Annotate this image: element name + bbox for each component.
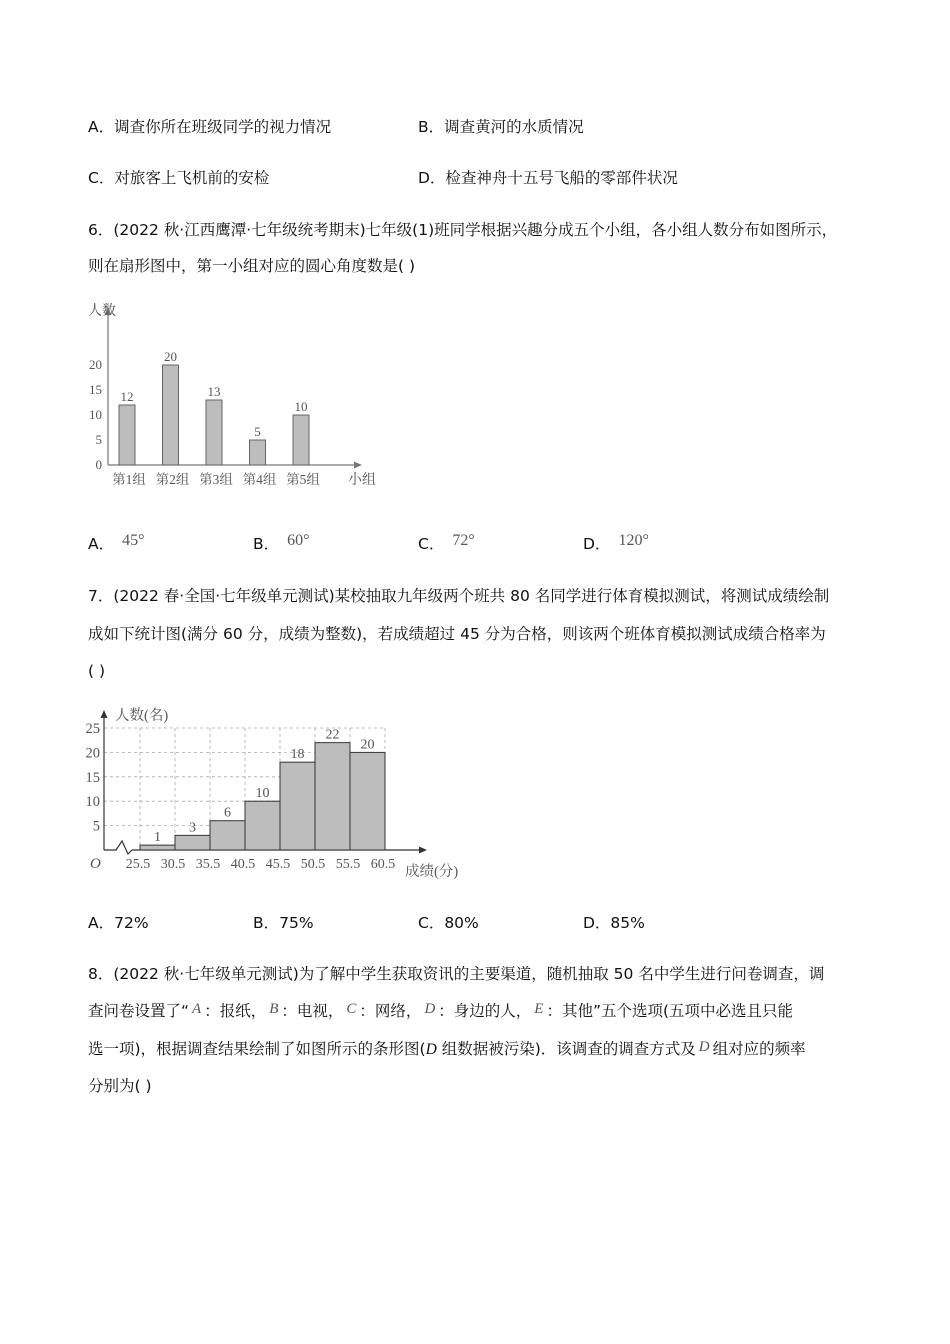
q7-stem-line3: ( ) xyxy=(88,662,106,680)
q7-option-a: A．72% xyxy=(88,914,149,932)
bar xyxy=(119,405,135,465)
x-tick-label: 第3组 xyxy=(199,472,233,487)
x-axis-arrow xyxy=(419,847,427,854)
histogram-bar xyxy=(245,801,280,850)
y-tick-label: 5 xyxy=(95,432,102,447)
q6-option-d xyxy=(583,533,649,556)
q7-option-c: C．80% xyxy=(418,914,479,932)
x-axis-arrow xyxy=(354,462,362,469)
y-axis-label: 人数 xyxy=(88,304,116,319)
x-tick-label: 第2组 xyxy=(155,472,190,487)
y-axis-arrow xyxy=(101,710,108,718)
y-tick-label: 15 xyxy=(85,769,100,786)
q8-line3-d2: D xyxy=(698,1039,710,1055)
q8-line3-prefix: 选一项)，根据调查结果绘制了如图所示的条形图( xyxy=(88,1040,426,1058)
q8-text-e: ：其他”五个选项(五项中必选且只能 xyxy=(546,1002,794,1020)
y-tick-label: 5 xyxy=(92,818,100,835)
x-tick-label: 第5组 xyxy=(286,472,320,487)
y-tick-label: 20 xyxy=(89,357,102,372)
q6-option-b-label: B． xyxy=(253,535,280,553)
score-histogram xyxy=(80,700,480,890)
histogram-bar xyxy=(350,752,385,850)
q8-text-c: ：网络， xyxy=(359,1002,422,1020)
q7-option-b: B．75% xyxy=(253,914,314,932)
y-tick-label: 15 xyxy=(89,382,102,397)
q8-stem-line4: 分别为( ) xyxy=(88,1077,152,1095)
q7-stem-line2: 成如下统计图(满分 60 分，成绩为整数)，若成绩超过 45 分为合格，则该两个班体育模拟测试成绩合格率为 xyxy=(88,625,826,643)
q5-option-d: D．检查神舟十五号飞船的零部件状况 xyxy=(418,169,678,187)
bar xyxy=(293,415,309,465)
bar-value-label: 6 xyxy=(224,805,231,821)
q8-line3-post: 组对应的频率 xyxy=(712,1040,806,1058)
q7-stem-line1: 7．(2022 春·全国·七年级单元测试)某校抽取九年级两个班共 80 名同学进行体育模拟测试，将测试成绩绘制 xyxy=(88,587,830,605)
q6-option-c-label: C． xyxy=(418,535,445,553)
q5-option-b: B．调查黄河的水质情况 xyxy=(418,118,584,136)
bar xyxy=(163,365,179,465)
q6-option-c xyxy=(418,533,475,556)
y-tick-label: 10 xyxy=(89,407,102,422)
bar xyxy=(250,440,266,465)
x-tick-label: 40.5 xyxy=(230,857,256,872)
y-tick-label: 25 xyxy=(85,721,100,737)
histogram-bar xyxy=(140,845,175,850)
q6-stem-line1: 6．(2022 秋·江西鹰潭·七年级统考期末)七年级(1)班同学根据兴趣分成五个小组，各小组人数分布如图所示， xyxy=(88,221,838,239)
bar-value-label: 20 xyxy=(164,349,177,364)
bar-value-label: 18 xyxy=(290,747,305,763)
bar xyxy=(206,400,222,465)
bar-value-label: 20 xyxy=(360,737,375,753)
y-axis-label: 人数(名) xyxy=(115,708,169,724)
q8-letter-c: C xyxy=(346,1001,357,1017)
q8-stem-line3 xyxy=(88,1038,806,1061)
x-tick-label: 35.5 xyxy=(195,857,221,872)
q6-option-a-value: 45° xyxy=(122,532,145,549)
q8-line3-mid: 组数据被污染)．该调查的调查方式及 xyxy=(436,1040,696,1058)
x-tick-label: 第1组 xyxy=(112,472,146,487)
q8-line2-prefix: 查问卷设置了“ xyxy=(88,1002,190,1020)
q8-letter-e: E xyxy=(534,1001,544,1017)
y-tick-label: 20 xyxy=(85,745,100,762)
bar-value-label: 10 xyxy=(255,786,270,802)
q6-option-a-label: A． xyxy=(88,535,115,553)
q7-option-d: D．85% xyxy=(583,914,645,932)
bar-value-label: 22 xyxy=(325,727,340,743)
x-tick-label: 45.5 xyxy=(265,857,291,872)
bar-value-label: 5 xyxy=(254,424,261,439)
x-tick-label: 60.5 xyxy=(370,857,396,872)
x-tick-label: 第4组 xyxy=(242,472,277,487)
q8-text-d: ：身边的人， xyxy=(438,1002,532,1020)
histogram-bar xyxy=(315,743,350,850)
q5-option-c: C．对旅客上飞机前的安检 xyxy=(88,169,270,187)
group-size-bar-chart xyxy=(70,295,390,495)
q6-option-d-label: D． xyxy=(583,535,611,553)
bar-value-label: 12 xyxy=(120,389,134,404)
x-axis-label: 小组 xyxy=(348,473,376,488)
x-tick-label: 30.5 xyxy=(160,857,186,872)
q8-stem-line1: 8．(2022 秋·七年级单元测试)为了解中学生获取资讯的主要渠道，随机抽取 50 名中学生进行问卷调查，调 xyxy=(88,965,825,983)
x-tick-label: 50.5 xyxy=(300,857,326,872)
bar-value-label: 1 xyxy=(154,830,161,846)
q5-option-a: A．调查你所在班级同学的视力情况 xyxy=(88,118,332,136)
x-tick-label: 55.5 xyxy=(335,857,361,872)
histogram-bar xyxy=(210,821,245,850)
y-tick-label: 10 xyxy=(85,794,100,811)
x-axis-label: 成绩(分) xyxy=(405,864,459,880)
x-tick-label: 25.5 xyxy=(125,857,151,872)
q6-option-c-value: 72° xyxy=(452,532,475,549)
bar-value-label: 13 xyxy=(207,384,221,399)
q6-stem-line2: 则在扇形图中，第一小组对应的圆心角度数是( ) xyxy=(88,257,416,275)
q6-option-b-value: 60° xyxy=(287,532,310,549)
q8-line3-d: D xyxy=(425,1041,437,1058)
histogram-bar xyxy=(280,762,315,850)
q6-option-b xyxy=(253,533,310,556)
y-tick-label: 0 xyxy=(95,457,102,472)
q8-text-b: ：电视， xyxy=(281,1002,344,1020)
q8-letter-a: A xyxy=(192,1001,202,1017)
bar-value-label: 10 xyxy=(294,399,308,414)
histogram-bar xyxy=(175,835,210,850)
q8-text-a: ：报纸， xyxy=(204,1002,267,1020)
q6-option-d-value: 120° xyxy=(618,532,649,549)
q6-option-a xyxy=(88,533,145,556)
bar-value-label: 3 xyxy=(189,820,196,836)
q8-stem-line2 xyxy=(88,1000,793,1023)
q8-letter-d: D xyxy=(424,1001,436,1017)
origin-label: O xyxy=(90,856,101,872)
q8-letter-b: B xyxy=(269,1001,279,1017)
